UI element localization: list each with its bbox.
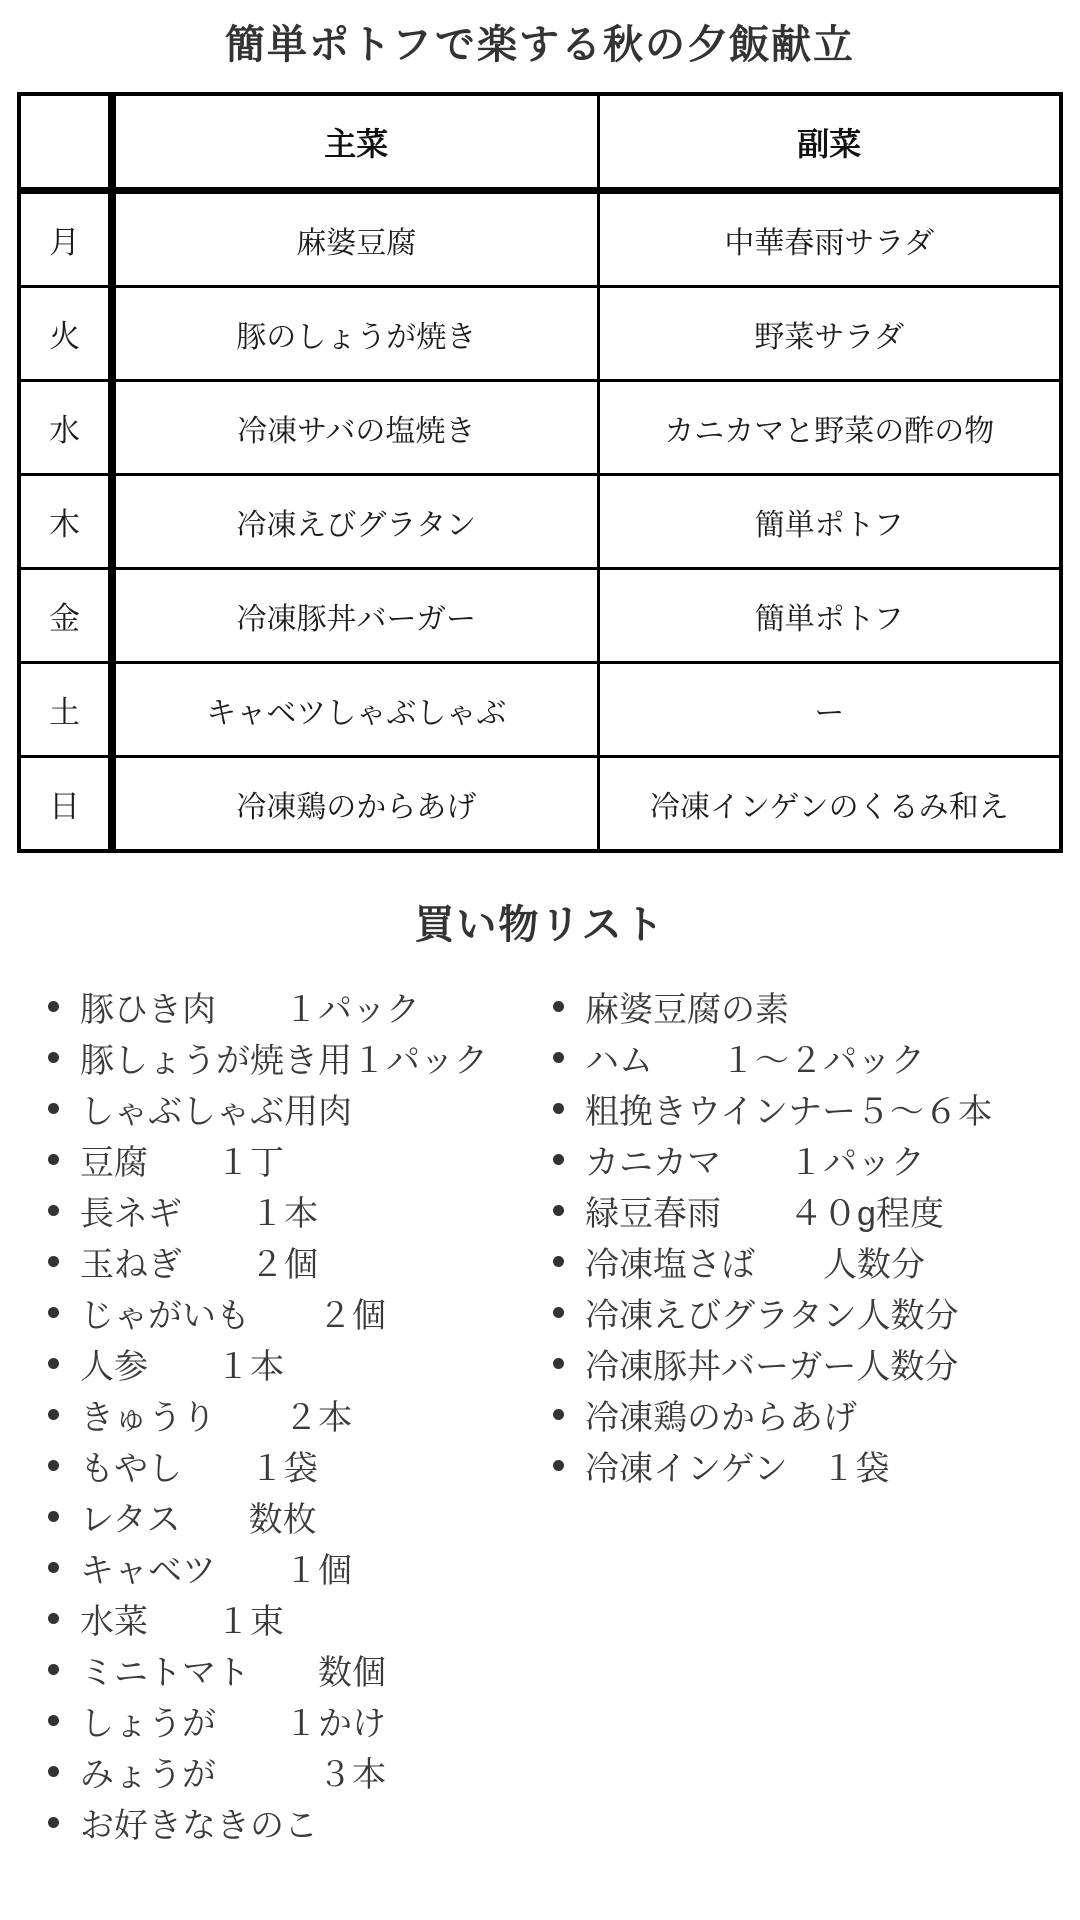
bullet-icon xyxy=(48,1715,59,1726)
bullet-icon xyxy=(48,1154,59,1165)
day-cell: 火 xyxy=(19,287,112,381)
list-item xyxy=(545,1032,1080,1083)
list-item-label: 冷凍インゲン １袋 xyxy=(585,1450,890,1488)
list-item-label: キャベツ １個 xyxy=(80,1552,352,1590)
list-item-label: しゃぶしゃぶ用肉 xyxy=(80,1093,352,1131)
list-item-label: しょうが １かけ xyxy=(80,1705,386,1743)
shopping-list xyxy=(0,981,1080,1848)
bullet-icon xyxy=(48,1766,59,1777)
list-item xyxy=(40,1083,545,1134)
day-cell: 金 xyxy=(19,569,112,663)
list-item xyxy=(40,1440,545,1491)
shopping-list-title: 買い物リスト xyxy=(414,903,666,947)
bullet-icon xyxy=(48,1358,59,1369)
bullet-icon xyxy=(48,1001,59,1012)
header-day-cell xyxy=(19,94,112,191)
side-dish-cell: 簡単ポトフ xyxy=(598,475,1061,569)
list-item xyxy=(545,1185,1080,1236)
side-dish-cell: 野菜サラダ xyxy=(598,287,1061,381)
main-dish-cell: 冷凍鶏のからあげ xyxy=(112,757,598,852)
list-item-label: 玉ねぎ ２個 xyxy=(80,1246,318,1284)
bullet-icon xyxy=(553,1409,564,1420)
bullet-icon xyxy=(48,1307,59,1318)
list-item-label: ミニトマト 数個 xyxy=(80,1654,386,1692)
list-item-label: 粗挽きウインナー５〜６本 xyxy=(585,1093,992,1131)
list-item xyxy=(40,1593,545,1644)
table-row xyxy=(19,381,1061,475)
list-item-label: 人参 １本 xyxy=(80,1348,284,1386)
day-cell: 土 xyxy=(19,663,112,757)
list-item-label: ハム １〜２パック xyxy=(585,1042,925,1080)
list-item xyxy=(545,1083,1080,1134)
main-dish-cell: 麻婆豆腐 xyxy=(112,191,598,287)
side-dish-cell: ー xyxy=(598,663,1061,757)
shopping-list-left-column xyxy=(40,981,545,1848)
list-item xyxy=(40,1797,545,1848)
list-item-label: 豚ひき肉 １パック xyxy=(80,991,420,1029)
list-item xyxy=(40,1185,545,1236)
side-dish-cell: 簡単ポトフ xyxy=(598,569,1061,663)
bullet-icon xyxy=(48,1256,59,1267)
list-item xyxy=(545,1440,1080,1491)
day-cell: 月 xyxy=(19,191,112,287)
list-item-label: 緑豆春雨 ４０g程度 xyxy=(585,1195,944,1233)
bullet-icon xyxy=(553,1154,564,1165)
bullet-icon xyxy=(553,1052,564,1063)
list-item-label: お好きなきのこ xyxy=(80,1807,318,1845)
bullet-icon xyxy=(553,1205,564,1216)
list-item xyxy=(40,1491,545,1542)
table-row xyxy=(19,475,1061,569)
list-item xyxy=(545,1389,1080,1440)
list-item-label: 冷凍豚丼バーガー人数分 xyxy=(585,1348,959,1386)
table-row xyxy=(19,569,1061,663)
list-item-label: 冷凍えびグラタン人数分 xyxy=(585,1297,959,1335)
bullet-icon xyxy=(48,1664,59,1675)
list-item-label: カニカマ １パック xyxy=(585,1144,925,1182)
table-header-row xyxy=(19,94,1061,191)
list-item xyxy=(40,1695,545,1746)
bullet-icon xyxy=(553,1001,564,1012)
bullet-icon xyxy=(48,1103,59,1114)
list-item xyxy=(545,981,1080,1032)
list-item xyxy=(40,981,545,1032)
list-item xyxy=(40,1644,545,1695)
list-item xyxy=(40,1032,545,1083)
list-item-label: もやし １袋 xyxy=(80,1450,318,1488)
list-item xyxy=(545,1236,1080,1287)
list-item-label: レタス 数枚 xyxy=(80,1501,317,1539)
header-side-cell: 副菜 xyxy=(598,94,1061,191)
day-cell: 木 xyxy=(19,475,112,569)
list-item xyxy=(545,1338,1080,1389)
bullet-icon xyxy=(553,1256,564,1267)
day-cell: 水 xyxy=(19,381,112,475)
list-item xyxy=(40,1134,545,1185)
side-dish-cell: カニカマと野菜の酢の物 xyxy=(598,381,1061,475)
list-item xyxy=(40,1236,545,1287)
bullet-icon xyxy=(553,1103,564,1114)
side-dish-cell: 中華春雨サラダ xyxy=(598,191,1061,287)
bullet-icon xyxy=(553,1358,564,1369)
bullet-icon xyxy=(553,1460,564,1471)
table-row xyxy=(19,663,1061,757)
table-row xyxy=(19,287,1061,381)
list-item xyxy=(40,1287,545,1338)
list-item-label: 豆腐 １丁 xyxy=(80,1144,284,1182)
bullet-icon xyxy=(48,1613,59,1624)
list-item xyxy=(545,1134,1080,1185)
list-item-label: 冷凍塩さば 人数分 xyxy=(585,1246,925,1284)
list-item-label: じゃがいも ２個 xyxy=(80,1297,386,1335)
menu-table xyxy=(17,92,1063,853)
side-dish-cell: 冷凍インゲンのくるみ和え xyxy=(598,757,1061,852)
bullet-icon xyxy=(48,1409,59,1420)
main-dish-cell: 豚のしょうが焼き xyxy=(112,287,598,381)
list-item-label: 長ネギ １本 xyxy=(80,1195,318,1233)
shopping-list-right-column xyxy=(545,981,1080,1848)
list-item xyxy=(545,1287,1080,1338)
list-item-label: 豚しょうが焼き用１パック xyxy=(80,1042,488,1080)
table-row xyxy=(19,757,1061,852)
main-dish-cell: 冷凍サバの塩焼き xyxy=(112,381,598,475)
bullet-icon xyxy=(48,1817,59,1828)
list-item-label: きゅうり ２本 xyxy=(80,1399,352,1437)
list-item xyxy=(40,1746,545,1797)
list-item-label: みょうが ３本 xyxy=(80,1756,386,1794)
main-dish-cell: 冷凍えびグラタン xyxy=(112,475,598,569)
main-dish-cell: キャベツしゃぶしゃぶ xyxy=(112,663,598,757)
bullet-icon xyxy=(48,1511,59,1522)
main-dish-cell: 冷凍豚丼バーガー xyxy=(112,569,598,663)
list-item xyxy=(40,1338,545,1389)
bullet-icon xyxy=(48,1052,59,1063)
table-row xyxy=(19,191,1061,287)
list-item-label: 水菜 １束 xyxy=(80,1603,284,1641)
list-item xyxy=(40,1389,545,1440)
bullet-icon xyxy=(48,1205,59,1216)
bullet-icon xyxy=(48,1562,59,1573)
list-item-label: 冷凍鶏のからあげ xyxy=(585,1399,857,1437)
bullet-icon xyxy=(48,1460,59,1471)
day-cell: 日 xyxy=(19,757,112,852)
list-item-label: 麻婆豆腐の素 xyxy=(585,991,789,1029)
list-item xyxy=(40,1542,545,1593)
page-title: 簡単ポトフで楽する秋の夕飯献立 xyxy=(225,23,855,67)
header-main-cell: 主菜 xyxy=(112,94,598,191)
bullet-icon xyxy=(553,1307,564,1318)
